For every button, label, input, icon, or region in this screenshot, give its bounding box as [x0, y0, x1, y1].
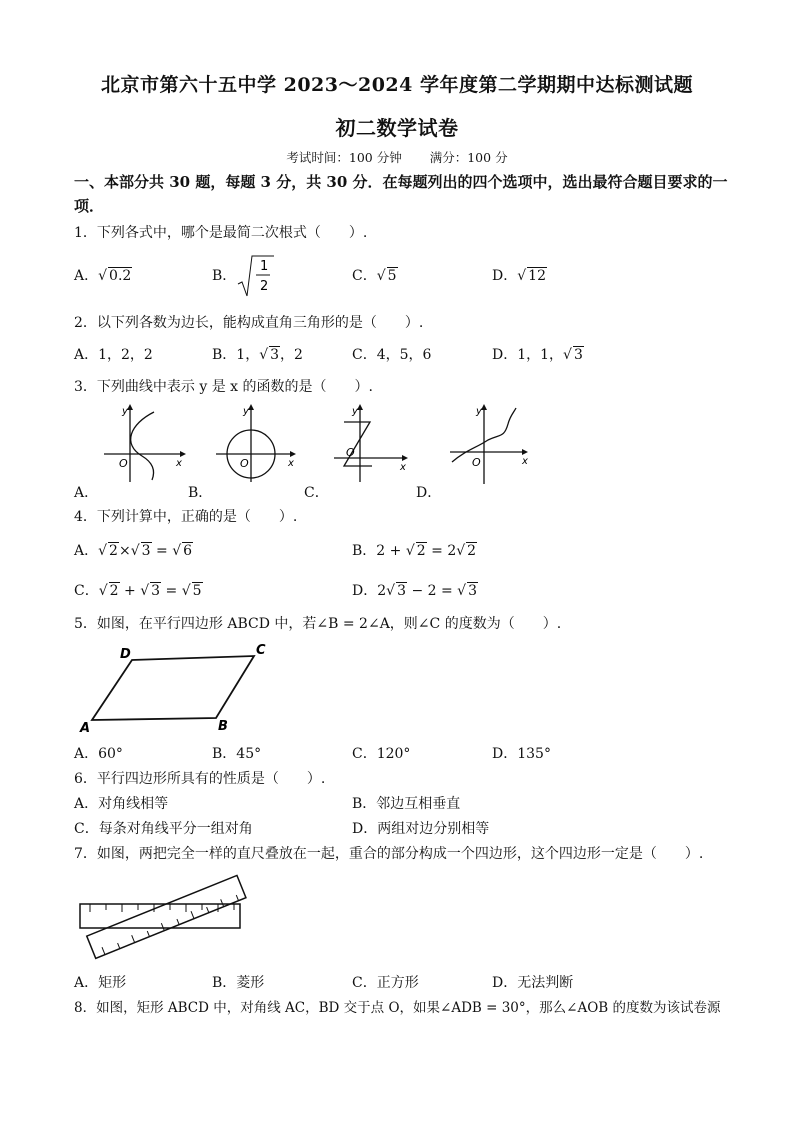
q4-c-eq: =: [161, 583, 182, 599]
q3-option-a: A．: [74, 485, 99, 501]
q4-a-label: A．: [74, 543, 99, 559]
q5-vertex-d: D: [120, 647, 131, 662]
q5-stem: 5．如图，在平行四边形 ABCD 中，若∠B = 2∠A，则∠C 的度数为（ ）.: [74, 616, 562, 632]
q4-c-r3: 5: [192, 583, 202, 599]
q6-option-a: A．对角线相等: [74, 796, 169, 812]
q1-b-label: B．: [212, 268, 237, 284]
q4-c-r2: 3: [151, 583, 161, 599]
q3-b-x-label: x: [288, 458, 294, 469]
q1-c-radicand: 5: [387, 268, 397, 284]
exam-title: 北京市第六十五中学 2023～2024 学年度第二学期期中达标测试题: [101, 74, 693, 96]
q6-option-c: C．每条对角线平分一组对角: [74, 821, 253, 837]
q4-d-label: D．: [352, 583, 378, 599]
q3-a-x-label: x: [176, 458, 182, 469]
q3-option-d: D．: [416, 485, 442, 501]
q4-a-op: ×: [118, 543, 131, 559]
q1-a-radicand: 0.2: [109, 268, 132, 284]
q3-option-b: B．: [188, 485, 213, 501]
q2-stem: 2．以下列各数为边长，能构成直角三角形的是（ ）.: [74, 315, 424, 331]
q4-c-label: C．: [74, 583, 99, 599]
q3-graph-c: [330, 404, 420, 484]
q1-option-a: A．√ 0.2: [74, 268, 132, 284]
q4-d-pre: 2: [377, 583, 387, 599]
q7-option-c: C．正方形: [352, 975, 419, 991]
q4-b-r2: 2: [467, 543, 477, 559]
q2-d-radicand: 3: [573, 347, 583, 363]
q4-a-eq: =: [151, 543, 173, 559]
q1-b-fraction: [238, 254, 278, 298]
q4-b-eq: = 2: [426, 543, 457, 559]
q5-option-a: A．60°: [74, 746, 123, 762]
q1-d-radicand: 12: [528, 268, 546, 284]
q6-option-d: D．两组对边分别相等: [352, 821, 490, 837]
q3-stem: 3．下列曲线中表示 y 是 x 的函数的是（ ）.: [74, 379, 373, 395]
q2-d-prefix: D．1，1，: [492, 347, 564, 363]
q7-ruler-horizontal: [80, 904, 240, 928]
q4-d-mid: − 2 =: [407, 583, 458, 599]
q1-b-numerator: 1: [260, 259, 269, 274]
q4-d-r2: 3: [468, 583, 478, 599]
q5-vertex-b: B: [218, 719, 228, 734]
exam-meta: [0, 148, 794, 166]
q3-d-y-label: y: [476, 406, 482, 417]
q4-option-b: B．2 + √ 2 = 2√ 2: [352, 543, 477, 559]
q2-option-b: B．1，√ 3，2: [212, 347, 303, 363]
exam-subtitle: 初二数学试卷: [335, 116, 459, 140]
q2-b-suffix: ，2: [280, 347, 303, 363]
q4-stem: 4．下列计算中，正确的是（ ）.: [74, 509, 298, 525]
q3-c-y-label: y: [352, 406, 358, 417]
q7-option-d: D．无法判断: [492, 975, 574, 991]
q1-d-label: D．: [492, 268, 518, 284]
q4-d-r1: 3: [397, 583, 406, 599]
q8-stem: 8．如图，矩形 ABCD 中，对角线 AC，BD 交于点 O，如果∠ADB = 30°，那么∠AOB 的度数为该试卷源: [74, 1000, 721, 1016]
q4-b-label: B．: [352, 543, 377, 559]
q3-graph-d: [446, 404, 536, 484]
q2-option-d: D．1，1，√ 3: [492, 347, 583, 363]
q6-stem: 6．平行四边形所具有的性质是（ ）.: [74, 771, 326, 787]
q2-option-a: A．1，2，2: [74, 347, 153, 363]
q2-b-radicand: 3: [270, 347, 280, 363]
q3-graph-b: [214, 404, 304, 484]
q1-option-d: D．√ 12: [492, 268, 546, 284]
q4-a-r1: 2: [109, 543, 118, 559]
q4-option-c: C．√ 2 + √ 3 = √ 5: [74, 583, 202, 599]
q7-rulers-figure: [78, 868, 258, 958]
q3-d-x-label: x: [522, 456, 528, 467]
q4-option-a: A．√ 2×√ 3 = √ 6: [74, 543, 193, 559]
q1-stem: 1．下列各式中，哪个是最简二次根式（ ）.: [74, 225, 368, 241]
q3-d-origin: O: [472, 456, 481, 469]
q1-option-c: C．√ 5: [352, 268, 397, 284]
section-heading: 一、本部分共 30 题，每题 3 分，共 30 分．在每题列出的四个选项中，选出最符合题目要求的一项．: [74, 173, 728, 215]
q7-option-a: A．矩形: [74, 975, 127, 991]
q1-a-label: A．: [74, 268, 99, 284]
q6-option-b: B．邻边互相垂直: [352, 796, 461, 812]
q5-option-d: D．135°: [492, 746, 551, 762]
q4-a-r2: 3: [141, 543, 151, 559]
q3-graph-a: [100, 404, 190, 484]
q4-option-d: D．2√ 3 − 2 = √ 3: [352, 583, 478, 599]
q1-b-denominator: 2: [260, 279, 269, 294]
q1-c-label: C．: [352, 268, 377, 284]
q3-option-c: C．: [304, 485, 329, 501]
q3-a-origin: O: [119, 457, 128, 470]
q2-b-prefix: B．1，: [212, 347, 260, 363]
q5-vertex-a: A: [80, 721, 91, 736]
q3-a-y-label: y: [122, 406, 128, 417]
q4-b-pre: 2 +: [376, 543, 406, 559]
q4-c-r1: 2: [109, 583, 119, 599]
q2-option-c: C．4，5，6: [352, 347, 432, 363]
q5-parallelogram-figure: [78, 640, 278, 736]
q4-c-op: +: [119, 583, 141, 599]
q3-c-origin: O: [346, 446, 355, 459]
q5-option-c: C．120°: [352, 746, 411, 762]
q3-b-origin: O: [240, 457, 249, 470]
q7-option-b: B．菱形: [212, 975, 265, 991]
exam-score: 满分：100 分: [429, 150, 508, 165]
q5-option-b: B．45°: [212, 746, 262, 762]
q7-stem: 7．如图，两把完全一样的直尺叠放在一起，重合的部分构成一个四边形，这个四边形一定是（ ）.: [74, 846, 704, 862]
q4-b-r1: 2: [416, 543, 426, 559]
q5-vertex-c: C: [256, 643, 266, 658]
q3-b-y-label: y: [243, 406, 249, 417]
q4-a-r3: 6: [183, 543, 193, 559]
q3-c-x-label: x: [400, 462, 406, 473]
exam-time: 考试时间：100 分钟: [286, 150, 402, 165]
